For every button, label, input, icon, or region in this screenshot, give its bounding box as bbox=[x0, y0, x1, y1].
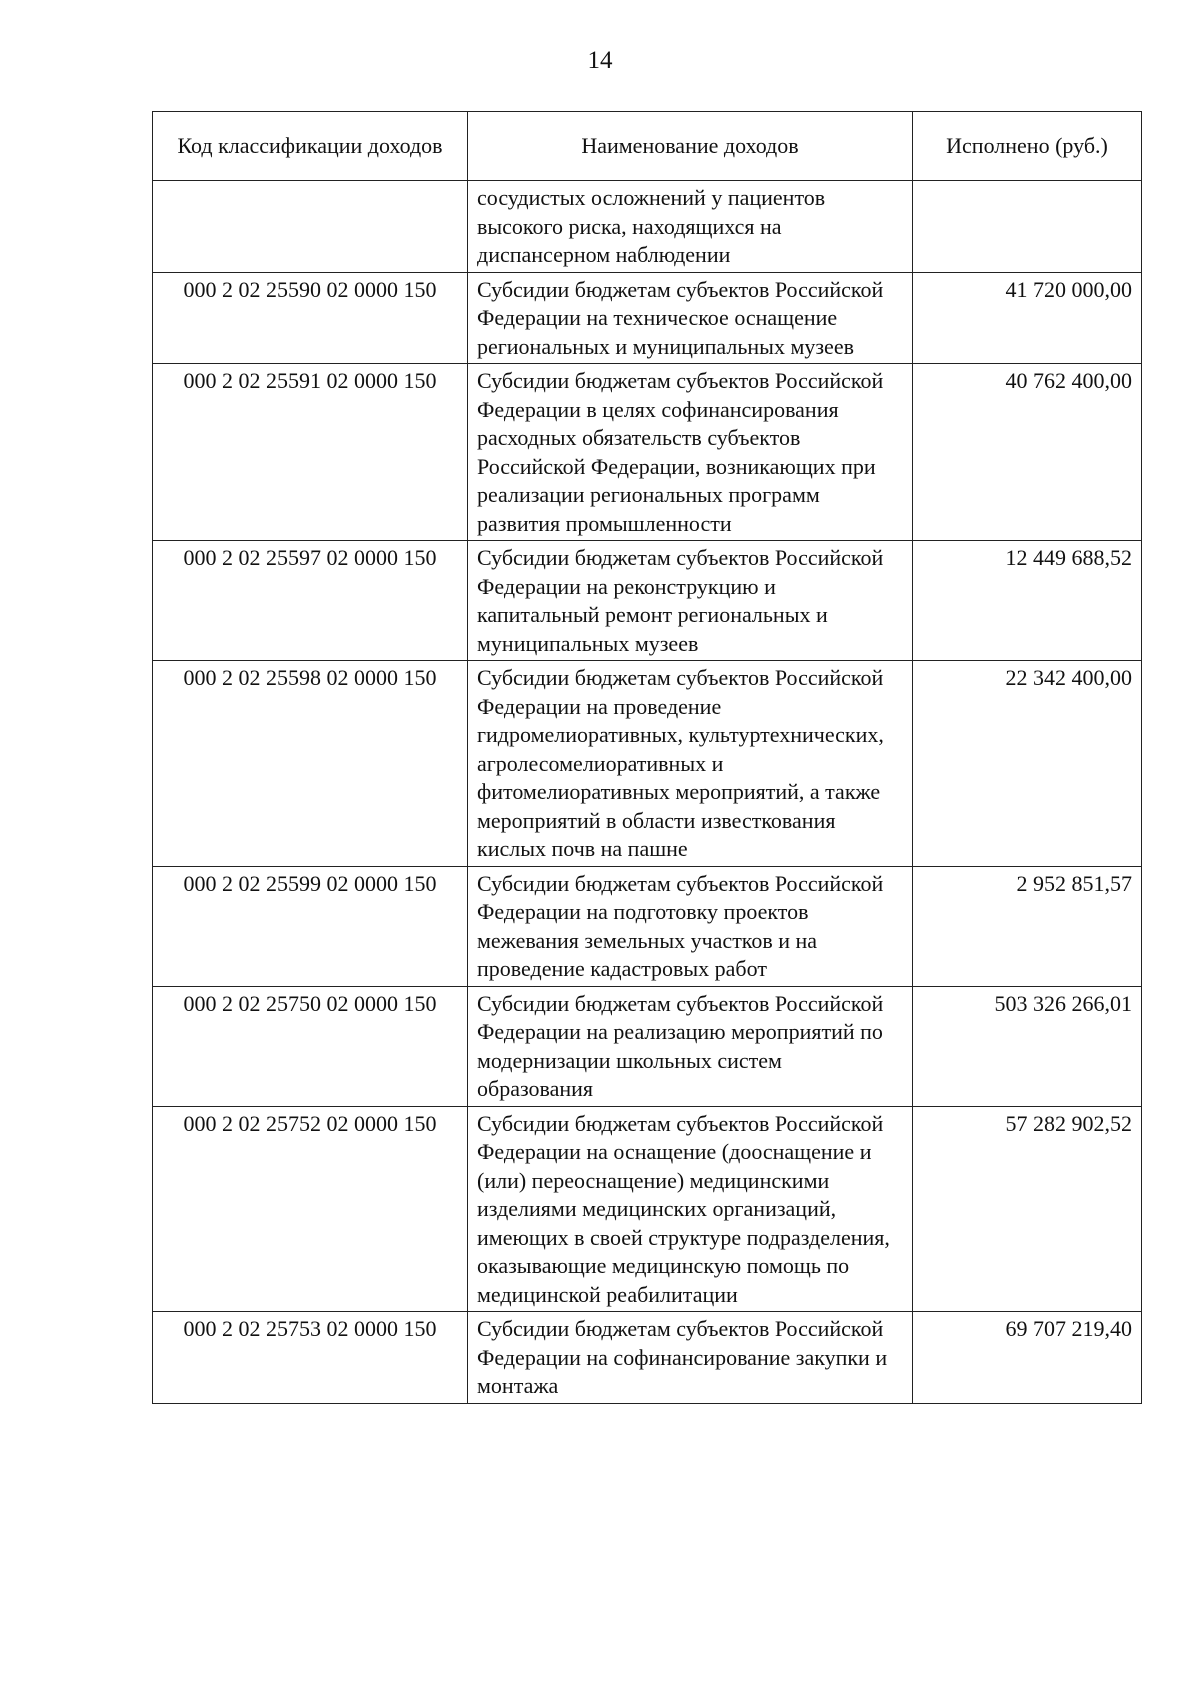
row-name: Субсидии бюджетам субъектов Российской Федерации на техническое оснащение региональных и муниципальных музеев bbox=[468, 272, 913, 364]
row-name: сосудистых осложнений у пациентов высокого риска, находящихся на диспансерном наблюдении bbox=[468, 181, 913, 273]
row-name: Субсидии бюджетам субъектов Российской Федерации на реконструкцию и капитальный ремонт региональных и муниципальных музеев bbox=[468, 541, 913, 661]
row-code: 000 2 02 25597 02 0000 150 bbox=[153, 541, 468, 661]
header-amount: Исполнено (руб.) bbox=[913, 112, 1142, 181]
table-row bbox=[153, 1106, 1142, 1312]
row-amount: 22 342 400,00 bbox=[913, 661, 1142, 867]
table-row bbox=[153, 986, 1142, 1106]
table-row bbox=[153, 541, 1142, 661]
row-code: 000 2 02 25599 02 0000 150 bbox=[153, 866, 468, 986]
row-amount: 41 720 000,00 bbox=[913, 272, 1142, 364]
row-name: Субсидии бюджетам субъектов Российской Федерации в целях софинансирования расходных обязательств субъектов Российской Федерации, возникающих при реализации региональных программ развития промышленности bbox=[468, 364, 913, 541]
header-code: Код классификации доходов bbox=[153, 112, 468, 181]
row-code bbox=[153, 181, 468, 273]
row-code: 000 2 02 25753 02 0000 150 bbox=[153, 1312, 468, 1404]
row-amount bbox=[913, 181, 1142, 273]
row-name: Субсидии бюджетам субъектов Российской Федерации на реализацию мероприятий по модернизации школьных систем образования bbox=[468, 986, 913, 1106]
row-amount: 503 326 266,01 bbox=[913, 986, 1142, 1106]
row-amount: 57 282 902,52 bbox=[913, 1106, 1142, 1312]
row-code: 000 2 02 25590 02 0000 150 bbox=[153, 272, 468, 364]
row-code: 000 2 02 25598 02 0000 150 bbox=[153, 661, 468, 867]
row-code: 000 2 02 25752 02 0000 150 bbox=[153, 1106, 468, 1312]
income-table bbox=[152, 111, 1142, 1404]
row-name: Субсидии бюджетам субъектов Российской Федерации на оснащение (дооснащение и (или) переоснащение) медицинскими изделиями медицинских организаций, имеющих в своей структуре подразделения, оказывающие медицинскую помощь по медицинской реабилитации bbox=[468, 1106, 913, 1312]
table-header-row bbox=[153, 112, 1142, 181]
row-amount: 2 952 851,57 bbox=[913, 866, 1142, 986]
table-row bbox=[153, 1312, 1142, 1404]
row-amount: 12 449 688,52 bbox=[913, 541, 1142, 661]
row-code: 000 2 02 25750 02 0000 150 bbox=[153, 986, 468, 1106]
table-row bbox=[153, 661, 1142, 867]
page-number: 14 bbox=[587, 47, 613, 74]
table-row bbox=[153, 181, 1142, 273]
row-name: Субсидии бюджетам субъектов Российской Федерации на софинансирование закупки и монтажа bbox=[468, 1312, 913, 1404]
row-amount: 69 707 219,40 bbox=[913, 1312, 1142, 1404]
row-amount: 40 762 400,00 bbox=[913, 364, 1142, 541]
table-row bbox=[153, 272, 1142, 364]
table-row bbox=[153, 866, 1142, 986]
table-row bbox=[153, 364, 1142, 541]
row-name: Субсидии бюджетам субъектов Российской Федерации на проведение гидромелиоративных, культуртехнических, агролесомелиоративных и фитомелиоративных мероприятий, а также мероприятий в области известкования кислых почв на пашне bbox=[468, 661, 913, 867]
header-name: Наименование доходов bbox=[468, 112, 913, 181]
row-code: 000 2 02 25591 02 0000 150 bbox=[153, 364, 468, 541]
row-name: Субсидии бюджетам субъектов Российской Федерации на подготовку проектов межевания земельных участков и на проведение кадастровых работ bbox=[468, 866, 913, 986]
